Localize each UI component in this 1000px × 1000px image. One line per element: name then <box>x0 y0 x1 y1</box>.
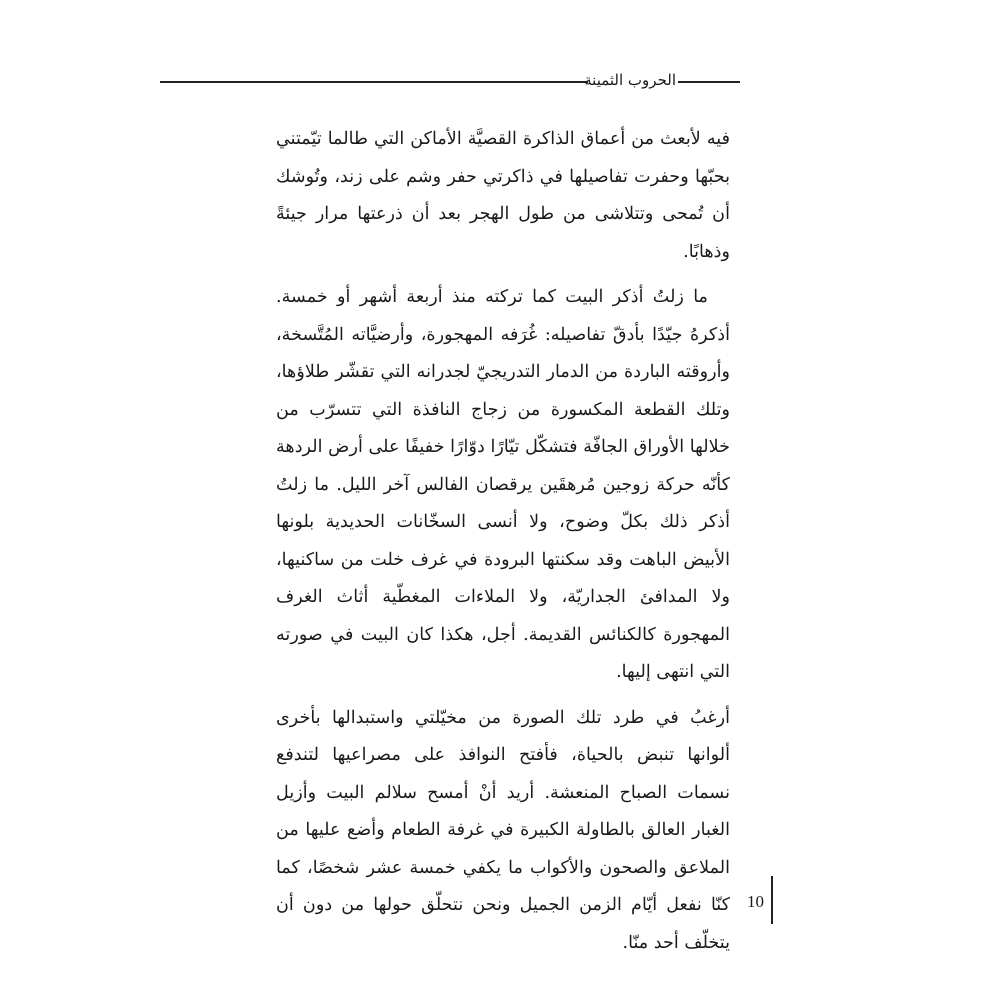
page-body <box>276 121 730 962</box>
header-rule-left <box>160 81 588 83</box>
paragraph-3: أرغبُ في طرد تلك الصورة من مخيّلتي واستبدالها بأخرى ألوانها تنبض بالحياة، فأفتح النوافذ على مصراعيها لتندفع نسمات الصباح المنعشة. أريد أنْ أمسح سلالم البيت وأزيل الغبار العالق بالطاولة الكبيرة في غرفة الطعام وأضع عليها من الملاعق والصحون والأكواب ما يكفي خمسة عشر شخصًا، كما كنّا نفعل أيّام الزمن الجميل ونحن نتحلّق حولها من دون أن يتخلّف أحد منّا. <box>276 707 730 953</box>
header-rule-right <box>678 81 740 83</box>
page-number: 10 <box>747 892 764 911</box>
running-title: الحروب الثمينة <box>584 71 676 89</box>
paragraph-2: ما زلتُ أذكر البيت كما تركته منذ أربعة أشهر أو خمسة. أذكرهُ جيّدًا بأدقّ تفاصيله: غُرَفه المهجورة، وأرضيَّاته المُتَّسخة، وأروقته الباردة من الدمار التدريجيّ لجدرانه التي تقشّر طلاؤها، وتلك القطعة المكسورة من زجاج النافذة التي تتسرّب من خلالها الأوراق الجافّة فتشكّل تيّارًا دوّارًا خفيفًا على أرض الردهة كأنّه حركة زوجين مُرهقَين يرقصان الفالس آخر الليل. ما زلتُ أذكر ذلك بكلّ وضوح، ولا أنسى السخّانات الحديدية بلونها الأبيض الباهت وقد سكنتها البرودة في غرف خلت من ساكنيها، ولا المدافئ الجداريّة، ولا الملاءات المغطّية أثاث الغرف المهجورة كالكنائس القديمة. أجل، هكذا كان البيت في صورته التي انتهى إليها. <box>276 287 730 682</box>
running-header <box>160 66 740 94</box>
paragraph-1: فيه لأبعث من أعماق الذاكرة القصيَّة الأماكن التي طالما تيّمتني بحبّها وحفرت تفاصيلها في ذاكرتي حفر وشم على زند، وتُوشك أن تُمحى وتتلاشى من طول الهجر بعد أن ذرعتها مرار جيئةً وذهابًا. <box>276 129 730 262</box>
page-number-rule <box>771 876 773 924</box>
